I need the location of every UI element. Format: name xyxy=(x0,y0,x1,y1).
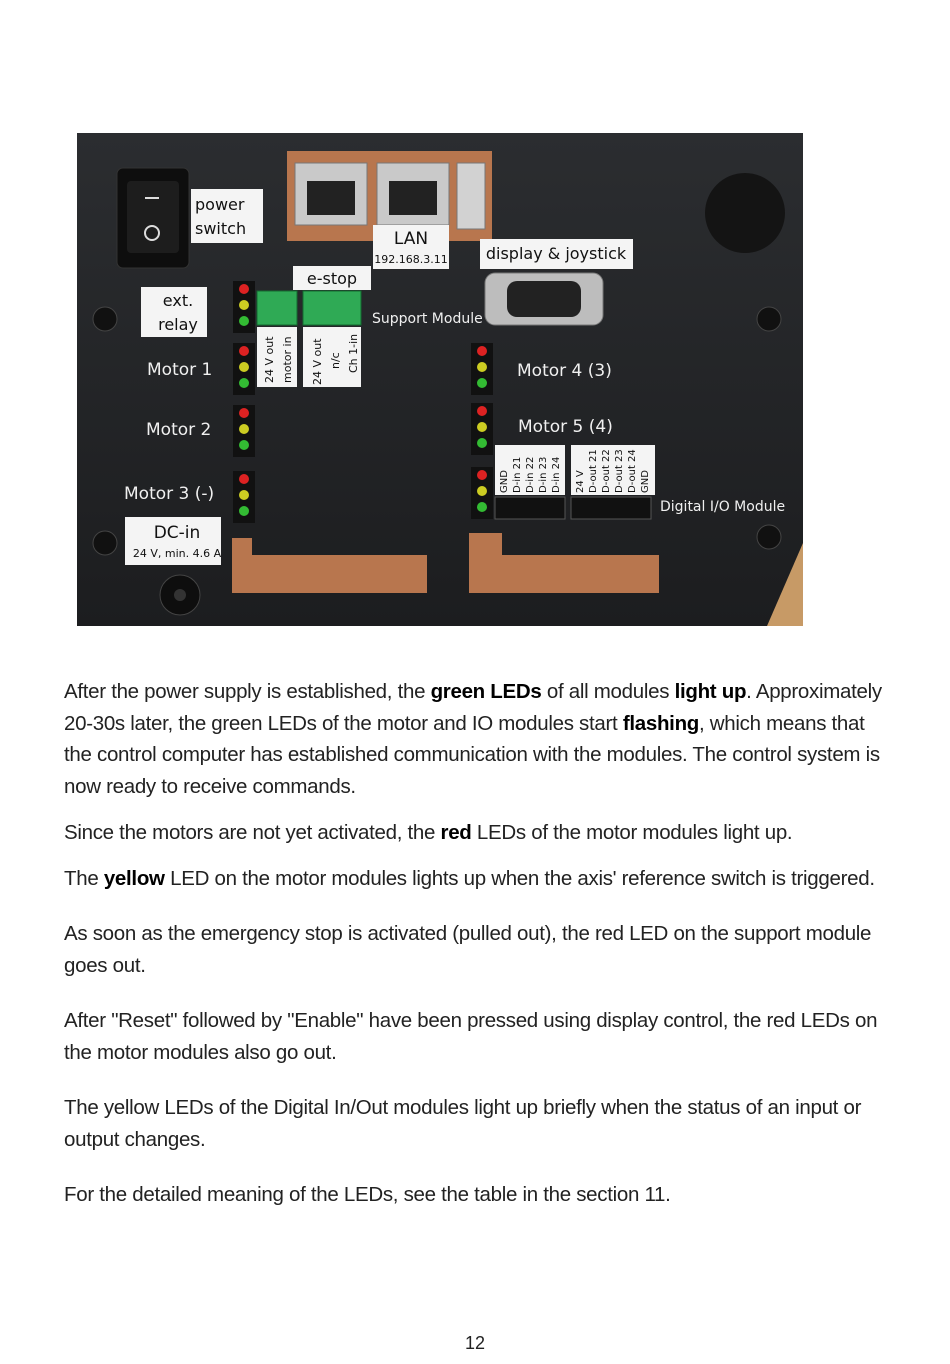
dout-pin-21: D-out 21 xyxy=(588,449,599,493)
p3-c: LED on the motor modules lights up when the axis' reference switch is triggered. xyxy=(164,867,875,890)
p1-a: After the power supply is established, the xyxy=(64,680,431,703)
led-column-motor1 xyxy=(233,343,255,395)
p1-g: , which means that the control computer has established communication with the modules. The control system is now ready to receive commands. xyxy=(64,711,880,798)
page-number: 12 xyxy=(464,1333,486,1353)
label-power: power xyxy=(195,195,245,214)
paragraph-yellow-led xyxy=(64,863,894,895)
led-column-motor2 xyxy=(233,405,255,457)
dout-pin-gnd: GND xyxy=(640,470,651,493)
paragraph-estop: As soon as the emergency stop is activated (pulled out), the red LED on the support module goes out. xyxy=(64,922,872,977)
p1-e: . Approximately 20-30s later, the green LEDs of the motor and IO modules start xyxy=(64,680,882,735)
p1-flashing: flashing xyxy=(622,711,700,735)
label-motor4: Motor 4 (3) xyxy=(517,361,612,381)
p1-green-leds: green LEDs xyxy=(430,680,542,703)
label-dcin: DC-in xyxy=(153,523,201,543)
paragraph-digital-io: The yellow LEDs of the Digital In/Out modules light up briefly when the status of an input or output changes. xyxy=(64,1096,862,1151)
label-support-module: Support Module xyxy=(372,311,483,327)
p1-light-up: light up xyxy=(674,680,747,703)
label-lan-ip: 192.168.3.11 xyxy=(374,253,448,266)
p2-red: red xyxy=(440,821,472,844)
pin-24v-out: 24 V out xyxy=(263,336,276,383)
label-motor3: Motor 3 (-) xyxy=(124,484,215,504)
p3-yellow: yellow xyxy=(103,867,165,890)
din-pin-23: D-in 23 xyxy=(538,456,549,493)
label-motor5: Motor 5 (4) xyxy=(518,417,613,437)
pin-24v-out-2: 24 V out xyxy=(311,338,324,385)
label-motor1: Motor 1 xyxy=(147,360,213,380)
dout-pin-22: D-out 22 xyxy=(601,449,612,493)
label-relay: relay xyxy=(158,315,198,334)
label-motor2: Motor 2 xyxy=(146,420,212,440)
p1-c: of all modules xyxy=(541,680,675,703)
p2-c: LEDs of the motor modules light up. xyxy=(471,821,793,844)
pin-ch1-in: Ch 1-in xyxy=(347,333,360,373)
label-display-joystick: display & joystick xyxy=(485,244,627,263)
pin-motor-in: motor in xyxy=(281,336,294,383)
p3-a: The xyxy=(64,867,104,890)
din-pin-22: D-in 22 xyxy=(525,456,536,493)
p2-a: Since the motors are not yet activated, the xyxy=(64,821,441,844)
controller-photo xyxy=(77,133,803,626)
led-column-digital-io xyxy=(471,467,493,519)
label-ext: ext. xyxy=(162,291,194,310)
paragraph-leds-startup xyxy=(64,676,894,802)
paragraph-reset-enable: After "Reset" followed by "Enable" have been pressed using display control, the red LEDs on the motor modules also go out. xyxy=(64,1009,878,1064)
din-pin-21: D-in 21 xyxy=(512,456,523,493)
din-pin-24: D-in 24 xyxy=(551,456,562,493)
pin-nc: n/c xyxy=(329,352,342,369)
label-digital-io: Digital I/O Module xyxy=(660,499,786,515)
led-column-motor3 xyxy=(233,471,255,523)
label-switch: switch xyxy=(195,219,247,238)
din-pin-gnd: GND xyxy=(499,470,510,493)
dout-pin-24: D-out 24 xyxy=(627,449,638,493)
paragraph-led-table-ref: For the detailed meaning of the LEDs, see the table in the section 11. xyxy=(64,1183,671,1206)
label-lan: LAN xyxy=(393,229,429,249)
label-estop: e-stop xyxy=(306,269,358,288)
dout-pin-24v: 24 V xyxy=(575,470,586,493)
dout-pin-23: D-out 23 xyxy=(614,449,625,493)
paragraph-red-leds xyxy=(64,817,894,849)
led-column-support xyxy=(233,281,255,333)
led-column-motor4 xyxy=(471,343,493,395)
label-dcin-spec: 24 V, min. 4.6 A xyxy=(132,547,222,560)
led-column-motor5 xyxy=(471,403,493,455)
